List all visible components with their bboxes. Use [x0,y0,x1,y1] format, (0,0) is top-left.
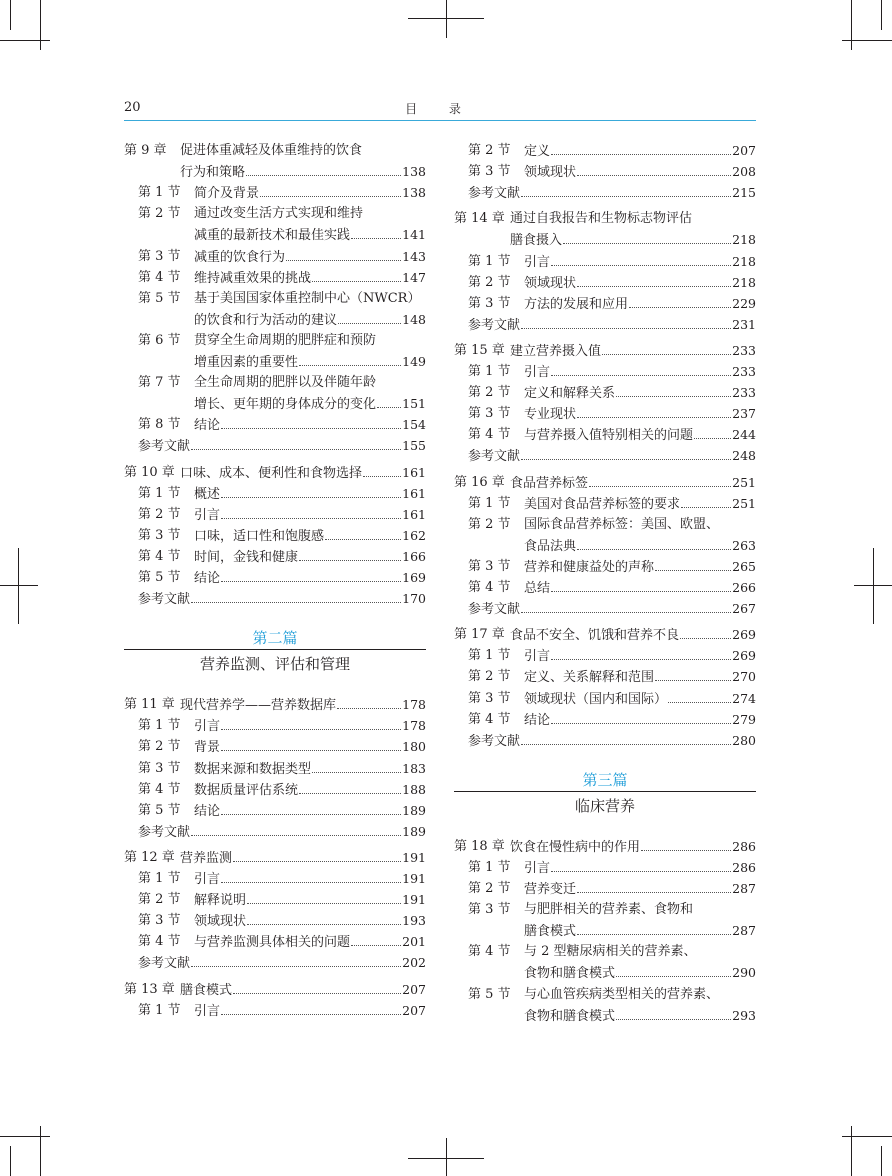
section-title: 口味，适口性和饱腹感 [194,528,325,544]
dot-leader [577,548,731,550]
page-ref: 244 [732,427,756,443]
chapter-label: 第 18 章 [454,838,505,854]
page-ref: 191 [402,849,426,865]
section-label: 第 7 节 [138,375,181,391]
section-label: 第 5 节 [138,570,181,585]
dot-leader [221,813,401,815]
section-label: 第 3 节 [468,690,511,706]
section-title: 领域现状 [524,275,577,291]
section-label: 第 5 节 [138,290,181,306]
section-label: 第 4 节 [138,269,181,285]
section-label: 第 4 节 [468,944,511,960]
chapter-label: 第 17 章 [454,627,505,643]
page-ref: 208 [732,164,756,180]
section-title: 食品法典 [524,538,577,554]
dot-leader [221,496,401,498]
section-title: 基于美国国家体重控制中心（NWCR） [194,290,421,306]
chapter-title: 促进体重减轻及体重维持的饮食 [180,143,363,158]
page-ref: 290 [732,965,756,981]
section-title: 引言 [524,254,551,270]
section-title: 膳食模式 [524,924,577,940]
section-label: 第 2 节 [468,881,511,896]
dot-leader [616,975,731,977]
page-ref: 178 [402,718,426,734]
section-title: 领域现状 [524,165,577,181]
section-title: 数据质量评估系统 [194,782,299,798]
page-ref: 183 [402,760,426,776]
section-title: 与营养摄入值特别相关的问题 [524,428,694,444]
dot-leader [221,1013,401,1015]
page-ref: 161 [402,506,426,522]
section-title: 美国对食品营养标签的要求 [524,496,681,512]
section-title: 营养变迁 [524,882,577,897]
page-ref: 287 [732,881,756,896]
references-label: 参考文献 [468,602,521,618]
dot-leader [377,406,401,408]
section-label: 第 3 节 [468,164,511,180]
chapter-label: 第 15 章 [454,342,505,358]
page-ref: 287 [732,923,756,939]
dot-leader [551,870,731,872]
references-label: 参考文献 [138,439,191,455]
page-number: 20 [124,100,141,115]
section-label: 第 5 节 [468,986,511,1002]
section-title: 引言 [194,1003,221,1019]
section-label: 第 3 节 [138,248,181,264]
dot-leader [221,749,401,751]
part-rule [124,649,426,650]
section-title: 时间，金钱和健康 [194,549,299,565]
page-ref: 141 [402,227,426,243]
page-ref: 138 [402,164,426,180]
dot-leader [521,458,731,460]
dot-leader [551,153,731,155]
section-label: 第 4 节 [138,781,181,797]
page-ref: 143 [402,248,426,264]
page-ref: 251 [732,474,756,490]
part-title: 临床营养 [574,796,635,815]
section-label: 第 1 节 [138,871,181,886]
section-label: 第 1 节 [138,485,181,501]
page-ref: 270 [732,669,756,685]
section-label: 第 3 节 [468,902,511,918]
page-ref: 251 [732,495,756,511]
dot-leader [247,923,401,925]
dot-leader [363,475,401,477]
dot-leader [551,722,731,724]
references-label: 参考文献 [468,317,521,333]
dot-leader [681,506,731,508]
section-label: 第 1 节 [138,185,181,201]
section-title: 与心血管疾病类型相关的营养素、 [524,986,720,1002]
section-label: 第 3 节 [468,406,511,422]
page-ref: 166 [402,548,426,564]
references-label: 参考文献 [468,449,521,465]
page-ref: 207 [402,981,426,997]
page-ref: 154 [402,417,426,433]
section-title: 食物和膳食模式 [524,966,616,982]
section-label: 第 2 节 [138,739,181,755]
dot-leader [521,743,731,745]
dot-leader [680,637,731,639]
dot-leader [191,448,401,450]
part-number: 第二篇 [252,629,298,648]
section-title: 背景 [194,740,221,756]
section-title: 贯穿全生命周期的肥胖症和预防 [194,332,377,348]
chapter-title: 饮食在慢性病中的作用 [510,839,641,855]
page-ref: 215 [732,185,756,201]
page-ref: 233 [732,385,756,401]
page-ref: 201 [402,934,426,950]
section-title: 营养和健康益处的声称 [524,559,655,575]
section-label: 第 4 节 [138,934,181,950]
page-ref: 266 [732,580,756,595]
dot-leader [655,569,731,571]
page-ref: 279 [732,711,756,727]
section-title: 结论 [194,418,221,434]
dot-leader [221,517,401,519]
section-label: 第 4 节 [468,711,511,727]
page-ref: 148 [402,311,426,327]
dot-leader [233,860,401,862]
dot-leader [629,306,731,308]
section-label: 第 3 节 [468,295,511,311]
section-title: 食物和膳食模式 [524,1008,616,1024]
dot-leader [338,322,401,324]
section-label: 第 2 节 [138,892,181,908]
section-title: 简介及背景 [194,186,260,202]
chapter-title: 行为和策略 [180,165,246,181]
dot-leader [286,259,401,261]
dot-leader [351,944,401,946]
page-ref: 178 [402,697,426,713]
chapter-title: 建立营养摄入值 [510,343,602,359]
section-title: 概述 [194,486,221,502]
dot-leader [551,658,731,660]
section-title: 国际食品营养标签：美国、欧盟、 [524,516,720,532]
section-label: 第 5 节 [138,802,181,818]
dot-leader [221,427,401,429]
section-label: 第 8 节 [138,417,181,433]
references-label: 参考文献 [468,733,521,749]
page-ref: 280 [732,732,756,748]
page-ref: 237 [732,406,756,422]
part-number: 第三篇 [582,770,628,789]
page-title: 目 录 [405,102,475,116]
section-label: 第 2 节 [468,385,511,401]
chapter-label: 第 13 章 [124,981,175,997]
page-ref: 218 [732,253,756,269]
header-rule [124,120,756,121]
section-label: 第 1 节 [138,1002,181,1018]
page-ref: 231 [732,316,756,332]
dot-leader [655,679,731,681]
section-label: 第 2 节 [468,669,511,685]
section-label: 第 4 节 [138,548,181,564]
page-ref: 147 [402,269,426,285]
section-label: 第 2 节 [468,516,511,532]
chapter-label: 第 12 章 [124,849,175,865]
dot-leader [577,174,731,176]
dot-leader [589,485,731,487]
section-label: 第 6 节 [138,332,181,348]
page-ref: 170 [402,591,426,607]
running-header [124,96,756,126]
dot-leader [602,353,731,355]
references-label: 参考文献 [138,592,191,608]
chapter-label: 第 11 章 [124,697,175,713]
references-label: 参考文献 [468,186,521,202]
dot-leader [551,264,731,266]
page-ref: 269 [732,627,756,643]
section-label: 第 3 节 [138,760,181,776]
dot-leader [577,891,731,893]
section-label: 第 1 节 [138,718,181,734]
section-title: 定义和解释关系 [524,386,616,402]
section-title: 与 2 型糖尿病相关的营养素、 [524,944,697,960]
part-rule [454,791,756,792]
section-title: 领域现状 [194,914,247,930]
page-ref: 286 [732,859,756,875]
dot-leader [641,849,731,851]
section-title: 引言 [194,872,221,887]
section-title: 引言 [524,860,551,876]
chapter-title: 口味、成本、便利性和食物选择 [180,465,363,481]
page-ref: 233 [732,364,756,379]
chapter-label: 第 9 章 [124,143,167,158]
dot-leader [191,834,401,836]
dot-leader [577,933,731,935]
dot-leader [221,881,401,883]
page-ref: 138 [402,185,426,201]
section-title: 的饮食和行为活动的建议 [194,312,338,328]
page-ref: 189 [402,802,426,818]
dot-leader [299,559,401,561]
section-title: 解释说明 [194,893,247,909]
dot-leader [551,590,731,592]
page-ref: 193 [402,913,426,929]
section-title: 引言 [194,507,221,523]
dot-leader [521,611,731,613]
page-ref: 233 [732,342,756,358]
section-label: 第 1 节 [468,859,511,875]
dot-leader [351,237,401,239]
section-title: 减重的最新技术和最佳实践 [194,228,351,244]
section-title: 引言 [194,719,221,735]
page-ref: 151 [402,396,426,412]
page-ref: 248 [732,448,756,464]
dot-leader [616,1018,731,1020]
chapter-label: 第 14 章 [454,211,505,227]
dot-leader [191,601,401,603]
section-label: 第 3 节 [138,527,181,543]
dot-leader [233,992,401,994]
page-ref: 207 [402,1002,426,1018]
chapter-label: 第 16 章 [454,474,505,490]
dot-leader [221,728,401,730]
section-title: 通过改变生活方式实现和维持 [194,206,364,222]
dot-leader [312,280,401,282]
chapter-title: 食品不安全、饥饿和营养不良 [510,628,680,644]
dot-leader [337,707,401,709]
section-title: 引言 [524,365,551,380]
chapter-title: 营养监测 [180,850,233,866]
references-label: 参考文献 [138,956,191,972]
section-label: 第 2 节 [138,206,181,222]
part-title: 营养监测、评估和管理 [199,655,350,674]
page-ref: 207 [732,143,756,158]
references-label: 参考文献 [138,824,191,840]
page-ref: 265 [732,558,756,574]
page-ref: 161 [402,485,426,501]
page-ref: 161 [402,464,426,480]
dot-leader [247,902,401,904]
page-ref: 267 [732,601,756,617]
page-ref: 149 [402,354,426,369]
section-title: 结论 [194,571,221,586]
section-label: 第 1 节 [468,495,511,511]
section-label: 第 1 节 [468,648,511,664]
dot-leader [694,437,731,439]
dot-leader [521,195,731,197]
page-ref: 189 [402,823,426,839]
section-title: 维持减重效果的挑战 [194,270,312,286]
page-ref: 218 [732,232,756,248]
section-title: 定义 [524,144,551,159]
page-ref: 274 [732,690,756,706]
dot-leader [563,242,731,244]
section-title: 方法的发展和应用 [524,296,629,312]
section-title: 专业现状 [524,407,577,423]
dot-leader [246,174,401,176]
chapter-title: 现代营养学——营养数据库 [180,698,337,714]
section-title: 数据来源和数据类型 [194,761,312,777]
section-title: 引言 [524,649,551,665]
section-title: 全生命周期的肥胖以及伴随年龄 [194,375,377,391]
chapter-title: 膳食摄入 [510,233,563,249]
section-title: 总结 [524,581,551,596]
section-label: 第 3 节 [138,913,181,929]
dot-leader [221,580,401,582]
page-ref: 162 [402,527,426,543]
section-title: 结论 [194,803,221,819]
section-label: 第 2 节 [468,274,511,290]
page-ref: 180 [402,739,426,755]
section-label: 第 2 节 [138,506,181,522]
page-ref: 263 [732,537,756,553]
dot-leader [260,195,401,197]
page-ref: 191 [402,892,426,908]
section-title: 结论 [524,712,551,728]
dot-leader [551,374,731,376]
section-label: 第 4 节 [468,427,511,443]
dot-leader [312,771,401,773]
dot-leader [299,792,401,794]
section-label: 第 3 节 [468,558,511,574]
dot-leader [191,965,401,967]
page-ref: 269 [732,648,756,664]
page-ref: 229 [732,295,756,311]
page-ref: 155 [402,438,426,454]
dot-leader [299,364,401,366]
section-title: 增长、更年期的身体成分的变化 [194,397,377,413]
section-title: 减重的饮食行为 [194,249,286,265]
section-label: 第 1 节 [468,253,511,269]
page-ref: 191 [402,871,426,886]
section-label: 第 1 节 [468,364,511,379]
chapter-title: 通过自我报告和生物标志物评估 [510,211,693,227]
chapter-label: 第 10 章 [124,464,175,480]
page-ref: 188 [402,781,426,797]
dot-leader [521,327,731,329]
dot-leader [325,538,401,540]
dot-leader [616,395,731,397]
dot-leader [668,701,731,703]
chapter-title: 膳食模式 [180,982,233,998]
section-title: 与肥胖相关的营养素、食物和 [524,902,694,918]
page-ref: 218 [732,274,756,290]
page-ref: 293 [732,1007,756,1023]
section-title: 增重因素的重要性 [194,355,299,370]
chapter-title: 食品营养标签 [510,475,589,491]
section-title: 定义、关系解释和范围 [524,670,655,686]
dot-leader [577,285,731,287]
section-label: 第 2 节 [468,143,511,158]
section-title: 领域现状（国内和国际） [524,691,668,707]
page-ref: 169 [402,570,426,585]
page-ref: 286 [732,838,756,854]
page-ref: 202 [402,955,426,971]
section-title: 与营养监测具体相关的问题 [194,935,351,951]
section-label: 第 4 节 [468,580,511,595]
dot-leader [577,416,731,418]
